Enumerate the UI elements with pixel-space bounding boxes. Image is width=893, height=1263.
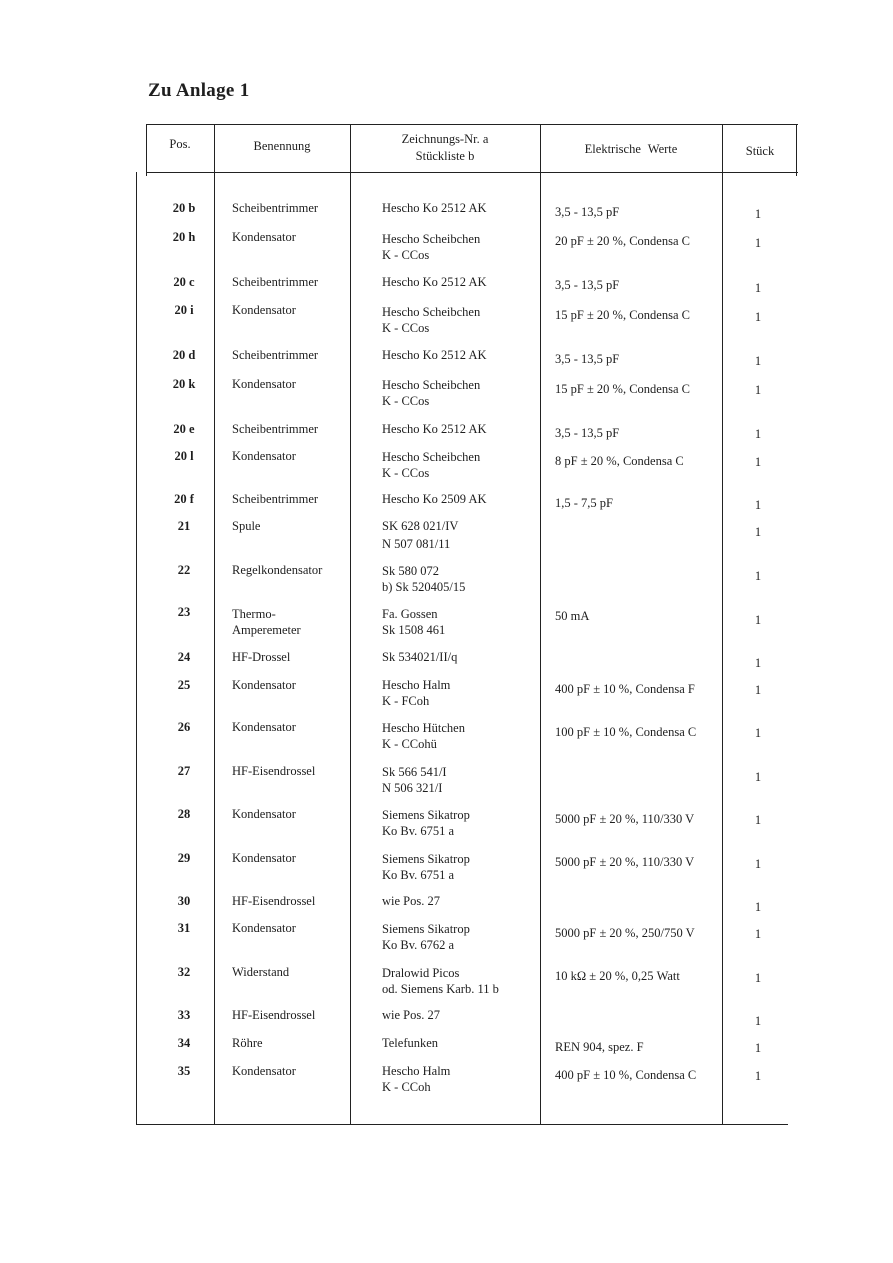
cell-benennung: Scheibentrimmer xyxy=(232,201,319,215)
cell-benennung: Spule xyxy=(232,519,261,533)
cell-zeichnung-line1: Hescho Halm xyxy=(382,1064,451,1078)
cell-zeichnung-line2: K - CCos xyxy=(382,248,430,262)
cell-zeichnung xyxy=(382,677,532,709)
cell-zeichnung xyxy=(382,1007,532,1023)
cell-zeichnung-line2: K - CCos xyxy=(382,466,430,480)
cell-stueck: 1 xyxy=(754,1069,762,1083)
cell-benennung: Kondensator xyxy=(232,1064,296,1078)
cell-pos: 20 e xyxy=(173,422,195,436)
cell-zeichnung-line1: Hescho Scheibchen xyxy=(382,378,481,392)
cell-benennung-line1: Thermo- xyxy=(232,607,276,621)
cell-stueck: 1 xyxy=(754,927,762,941)
cell-pos: 35 xyxy=(177,1064,191,1078)
cell-zeichnung xyxy=(382,893,532,909)
cell-benennung: Scheibentrimmer xyxy=(232,348,319,362)
cell-zeichnung-line1: Hescho Ko 2512 AK xyxy=(382,201,487,215)
cell-zeichnung-line1: Hescho Scheibchen xyxy=(382,232,481,246)
cell-zeichnung-line2: Ko Bv. 6762 a xyxy=(382,938,455,952)
cell-pos: 34 xyxy=(177,1036,191,1050)
cell-stueck: 1 xyxy=(754,281,762,295)
cell-pos: 20 c xyxy=(173,275,195,289)
cell-zeichnung-line1: Sk 534021/II/q xyxy=(382,650,458,664)
cell-zeichnung-line1: Hescho Ko 2509 AK xyxy=(382,492,487,506)
cell-pos: 20 d xyxy=(172,348,196,362)
cell-zeichnung-line2: K - CCoh xyxy=(382,1080,431,1094)
cell-zeichnung-line1: Siemens Sikatrop xyxy=(382,922,470,936)
cell-stueck: 1 xyxy=(754,569,762,583)
cell-zeichnung xyxy=(382,563,532,595)
cell-zeichnung-line1: Sk 580 072 xyxy=(382,564,439,578)
cell-elektrisch: 5000 pF ± 20 %, 250/750 V xyxy=(555,926,695,940)
cell-benennung xyxy=(232,606,342,638)
cell-zeichnung-line1: Hescho Ko 2512 AK xyxy=(382,275,487,289)
cell-zeichnung-line2: od. Siemens Karb. 11 b xyxy=(382,982,499,996)
cell-benennung: Widerstand xyxy=(232,965,290,979)
cell-stueck: 1 xyxy=(754,207,762,221)
header-pos: Pos. xyxy=(169,137,191,151)
cell-elektrisch: 5000 pF ± 20 %, 110/330 V xyxy=(555,855,695,869)
cell-zeichnung-line1: SK 628 021/IV xyxy=(382,519,459,533)
cell-zeichnung xyxy=(382,200,532,216)
header-zeichnungs-nr xyxy=(350,131,540,165)
cell-zeichnung-line1: Sk 566 541/I xyxy=(382,765,447,779)
cell-zeichnung xyxy=(382,606,532,638)
cell-elektrisch: REN 904, spez. F xyxy=(555,1040,644,1054)
cell-stueck: 1 xyxy=(754,383,762,397)
cell-zeichnung-line1: wie Pos. 27 xyxy=(382,894,440,908)
cell-stueck: 1 xyxy=(754,1041,762,1055)
col-divider-4 xyxy=(722,124,723,1124)
cell-zeichnung-line1: Siemens Sikatrop xyxy=(382,852,470,866)
col-divider-2 xyxy=(350,124,351,1124)
cell-stueck: 1 xyxy=(754,525,762,539)
cell-pos: 20 l xyxy=(174,449,194,463)
cell-elektrisch: 8 pF ± 20 %, Condensa C xyxy=(555,454,684,468)
cell-zeichnung xyxy=(382,274,532,290)
cell-benennung: Kondensator xyxy=(232,851,296,865)
cell-pos: 20 f xyxy=(174,492,194,506)
table-top-border xyxy=(146,124,798,125)
cell-pos: 29 xyxy=(177,851,191,865)
cell-elektrisch: 3,5 - 13,5 pF xyxy=(555,426,620,440)
cell-zeichnung xyxy=(382,1035,532,1051)
cell-pos: 20 i xyxy=(174,303,194,317)
cell-stueck: 1 xyxy=(754,354,762,368)
cell-zeichnung xyxy=(382,377,532,409)
cell-zeichnung-line2: N 507 081/11 xyxy=(382,537,451,551)
cell-zeichnung xyxy=(382,649,532,665)
header-zeichnungs-nr-line1: Zeichnungs-Nr. a xyxy=(401,132,489,146)
cell-benennung: Kondensator xyxy=(232,720,296,734)
cell-zeichnung xyxy=(382,851,532,883)
cell-zeichnung xyxy=(382,231,532,263)
cell-zeichnung-line2: K - CCohü xyxy=(382,737,437,751)
cell-pos: 27 xyxy=(177,764,191,778)
cell-benennung: Kondensator xyxy=(232,449,296,463)
cell-zeichnung xyxy=(382,807,532,839)
cell-stueck: 1 xyxy=(754,1014,762,1028)
cell-elektrisch: 20 pF ± 20 %, Condensa C xyxy=(555,234,690,248)
cell-pos: 30 xyxy=(177,894,191,908)
cell-benennung: HF-Eisendrossel xyxy=(232,764,316,778)
table-header-separator xyxy=(146,172,798,173)
cell-benennung: Scheibentrimmer xyxy=(232,492,319,506)
cell-benennung-line2: Amperemeter xyxy=(232,623,301,637)
cell-zeichnung-line1: Telefunken xyxy=(382,1036,439,1050)
cell-zeichnung xyxy=(382,764,532,796)
cell-pos: 24 xyxy=(177,650,191,664)
cell-pos: 22 xyxy=(177,563,191,577)
cell-elektrisch: 5000 pF ± 20 %, 110/330 V xyxy=(555,812,695,826)
cell-benennung: Kondensator xyxy=(232,230,296,244)
header-zeichnungs-nr-line2: Stückliste b xyxy=(415,149,475,163)
cell-stueck: 1 xyxy=(754,427,762,441)
header-elektrische-werte: Elektrische Werte xyxy=(584,142,678,156)
cell-pos: 33 xyxy=(177,1008,191,1022)
cell-zeichnung-line2: N 506 321/I xyxy=(382,781,443,795)
cell-zeichnung-line2: K - FCoh xyxy=(382,694,430,708)
cell-zeichnung-line1: Hescho Ko 2512 AK xyxy=(382,348,487,362)
cell-benennung: Scheibentrimmer xyxy=(232,275,319,289)
cell-benennung: Kondensator xyxy=(232,807,296,821)
cell-pos: 25 xyxy=(177,678,191,692)
cell-elektrisch: 3,5 - 13,5 pF xyxy=(555,352,620,366)
cell-benennung: Scheibentrimmer xyxy=(232,422,319,436)
cell-elektrisch: 3,5 - 13,5 pF xyxy=(555,278,620,292)
cell-stueck: 1 xyxy=(754,857,762,871)
cell-zeichnung xyxy=(382,720,532,752)
cell-zeichnung xyxy=(382,304,532,336)
table-bottom-border xyxy=(136,1124,788,1125)
col-divider-1 xyxy=(214,124,215,1124)
cell-elektrisch: 100 pF ± 10 %, Condensa C xyxy=(555,725,697,739)
cell-pos: 20 h xyxy=(172,230,196,244)
cell-zeichnung-line1: Hescho Scheibchen xyxy=(382,450,481,464)
cell-pos: 32 xyxy=(177,965,191,979)
cell-zeichnung xyxy=(382,518,532,552)
cell-zeichnung xyxy=(382,347,532,363)
cell-stueck: 1 xyxy=(754,613,762,627)
cell-zeichnung-line1: wie Pos. 27 xyxy=(382,1008,440,1022)
cell-elektrisch: 400 pF ± 10 %, Condensa C xyxy=(555,1068,697,1082)
cell-stueck: 1 xyxy=(754,656,762,670)
cell-elektrisch: 400 pF ± 10 %, Condensa F xyxy=(555,682,695,696)
cell-stueck: 1 xyxy=(754,498,762,512)
cell-benennung: Regelkondensator xyxy=(232,563,323,577)
cell-stueck: 1 xyxy=(754,310,762,324)
cell-zeichnung-line2: b) Sk 520405/15 xyxy=(382,580,466,594)
cell-zeichnung-line2: K - CCos xyxy=(382,394,430,408)
cell-zeichnung xyxy=(382,449,532,481)
cell-elektrisch: 1,5 - 7,5 pF xyxy=(555,496,613,510)
cell-benennung: Kondensator xyxy=(232,377,296,391)
cell-stueck: 1 xyxy=(754,900,762,914)
cell-zeichnung xyxy=(382,491,532,507)
cell-stueck: 1 xyxy=(754,683,762,697)
cell-stueck: 1 xyxy=(754,770,762,784)
cell-elektrisch: 15 pF ± 20 %, Condensa C xyxy=(555,382,690,396)
cell-zeichnung-line1: Dralowid Picos xyxy=(382,966,460,980)
cell-pos: 28 xyxy=(177,807,191,821)
cell-zeichnung-line1: Siemens Sikatrop xyxy=(382,808,470,822)
cell-zeichnung-line1: Hescho Hütchen xyxy=(382,721,465,735)
header-benennung: Benennung xyxy=(253,139,311,153)
cell-benennung: HF-Eisendrossel xyxy=(232,894,316,908)
cell-stueck: 1 xyxy=(754,236,762,250)
cell-benennung: HF-Drossel xyxy=(232,650,291,664)
cell-benennung: Kondensator xyxy=(232,678,296,692)
page-heading: Zu Anlage 1 xyxy=(148,80,250,101)
cell-zeichnung-line1: Fa. Gossen xyxy=(382,607,438,621)
cell-zeichnung xyxy=(382,421,532,437)
cell-zeichnung xyxy=(382,965,532,997)
cell-benennung: Röhre xyxy=(232,1036,263,1050)
cell-zeichnung-line1: Hescho Halm xyxy=(382,678,451,692)
cell-zeichnung-line2: Ko Bv. 6751 a xyxy=(382,824,455,838)
cell-zeichnung-line1: Hescho Ko 2512 AK xyxy=(382,422,487,436)
cell-zeichnung-line2: K - CCos xyxy=(382,321,430,335)
cell-zeichnung-line2: Sk 1508 461 xyxy=(382,623,446,637)
cell-benennung: Kondensator xyxy=(232,921,296,935)
cell-stueck: 1 xyxy=(754,726,762,740)
table-left-border xyxy=(136,172,137,1124)
header-stueck: Stück xyxy=(745,144,775,158)
cell-benennung: Kondensator xyxy=(232,303,296,317)
cell-elektrisch: 3,5 - 13,5 pF xyxy=(555,205,620,219)
cell-pos: 31 xyxy=(177,921,191,935)
col-divider-3 xyxy=(540,124,541,1124)
cell-stueck: 1 xyxy=(754,455,762,469)
cell-pos: 20 b xyxy=(172,201,196,215)
cell-stueck: 1 xyxy=(754,813,762,827)
cell-stueck: 1 xyxy=(754,971,762,985)
cell-zeichnung xyxy=(382,1063,532,1095)
cell-elektrisch: 50 mA xyxy=(555,609,590,623)
cell-pos: 23 xyxy=(177,605,191,619)
cell-benennung: HF-Eisendrossel xyxy=(232,1008,316,1022)
cell-pos: 20 k xyxy=(172,377,196,391)
cell-zeichnung-line1: Hescho Scheibchen xyxy=(382,305,481,319)
cell-zeichnung xyxy=(382,921,532,953)
cell-elektrisch: 15 pF ± 20 %, Condensa C xyxy=(555,308,690,322)
cell-pos: 21 xyxy=(177,519,191,533)
cell-elektrisch: 10 kΩ ± 20 %, 0,25 Watt xyxy=(555,969,680,983)
cell-zeichnung-line2: Ko Bv. 6751 a xyxy=(382,868,455,882)
cell-pos: 26 xyxy=(177,720,191,734)
